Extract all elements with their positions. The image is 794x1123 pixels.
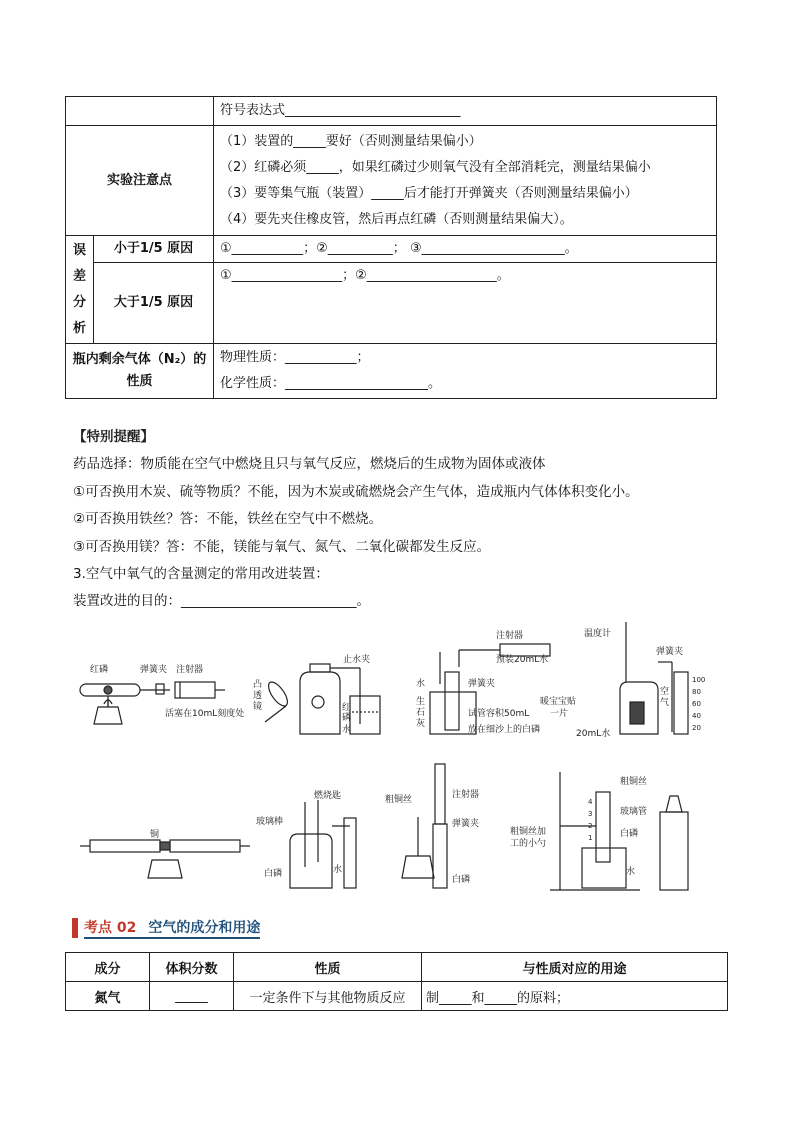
diagram-copper-syringes xyxy=(80,828,250,878)
tip-line-4: ③可否换用镁？答：不能，镁能与氧气、氮气、二氧化碳都发生反应。 xyxy=(73,539,491,555)
notes-label: 实验注意点 xyxy=(66,126,214,236)
svg-text:水: 水 xyxy=(342,725,352,735)
svg-text:80: 80 xyxy=(692,688,701,696)
svg-text:水: 水 xyxy=(416,679,426,689)
svg-text:红: 红 xyxy=(342,703,352,713)
table-row xyxy=(66,982,728,1011)
d1-syringe: 注射器 xyxy=(176,665,204,675)
svg-text:粗铜丝: 粗铜丝 xyxy=(620,777,648,787)
diagram-convex-lens xyxy=(253,653,380,735)
svg-text:注射器: 注射器 xyxy=(496,631,524,641)
notes-cell xyxy=(214,126,717,236)
svg-text:水: 水 xyxy=(626,867,636,877)
note-1: （1）装置的_____要好（否则测量结果偏小） xyxy=(220,133,482,149)
cell-use: 制_____和_____的原料； xyxy=(422,982,728,1011)
svg-text:弹簧夹: 弹簧夹 xyxy=(452,819,480,829)
svg-text:暖宝宝贴: 暖宝宝贴 xyxy=(540,697,577,707)
svg-text:白磷: 白磷 xyxy=(264,869,283,879)
formula-label-cell xyxy=(66,97,214,126)
d1-red-phosphorus: 红磷 xyxy=(90,665,109,675)
svg-text:粗铜丝: 粗铜丝 xyxy=(385,795,413,805)
cell-component: 氮气 xyxy=(66,982,150,1011)
remaining-gas-label: 瓶内剩余气体（N₂）的 性质 xyxy=(66,344,214,399)
svg-text:磷: 磷 xyxy=(342,713,352,723)
svg-text:生: 生 xyxy=(416,697,426,707)
svg-text:透: 透 xyxy=(253,691,263,701)
diagram-thick-copper-wire xyxy=(385,764,479,888)
section-heading xyxy=(72,917,260,939)
improved-apparatus-diagrams xyxy=(60,612,740,902)
tip-line-3: ②可否换用铁丝？答：不能，铁丝在空气中不燃烧。 xyxy=(73,511,383,527)
tip-line-2: ①可否换用木炭、硫等物质？不能，因为木炭或硫燃烧会产生气体，造成瓶内气体体积变化小。 xyxy=(73,484,639,500)
cell-volume: _____ xyxy=(150,982,234,1011)
svg-text:一片: 一片 xyxy=(550,709,569,719)
svg-text:2: 2 xyxy=(588,822,593,830)
d1-clamp: 弹簧夹 xyxy=(140,665,168,675)
svg-text:燃烧匙: 燃烧匙 xyxy=(314,791,342,801)
svg-text:灰: 灰 xyxy=(416,719,426,729)
diagram-glass-tube-stand xyxy=(510,772,688,890)
svg-text:100: 100 xyxy=(692,676,706,684)
svg-text:气: 气 xyxy=(660,698,670,708)
svg-text:注射器: 注射器 xyxy=(452,790,480,800)
svg-text:空: 空 xyxy=(660,687,670,697)
less-than-label: 小于1/5 原因 xyxy=(94,236,214,263)
svg-text:20: 20 xyxy=(692,724,701,732)
less-than-value: ①___________；②__________； ③______________________。 xyxy=(214,236,717,263)
svg-text:铜: 铜 xyxy=(150,830,160,840)
svg-text:水: 水 xyxy=(333,865,343,875)
col-header-property: 性质 xyxy=(234,953,422,982)
improved-devices-title: 3.空气中氧气的含量测定的常用改进装置： xyxy=(73,566,329,582)
svg-text:白磷: 白磷 xyxy=(452,875,471,885)
col-header-use: 与性质对应的用途 xyxy=(422,953,728,982)
svg-text:石: 石 xyxy=(416,708,426,718)
svg-text:1: 1 xyxy=(588,834,593,842)
diagram-hand-warmer xyxy=(540,622,705,739)
note-2: （2）红磷必须_____，如果红磷过少则氧气没有全部消耗完，测量结果偏小 xyxy=(220,159,651,175)
svg-text:工的小勺: 工的小勺 xyxy=(510,839,547,849)
col-header-component: 成分 xyxy=(66,953,150,982)
more-than-label: 大于1/5 原因 xyxy=(94,263,214,344)
svg-text:4: 4 xyxy=(588,798,593,806)
svg-text:白磷: 白磷 xyxy=(620,829,639,839)
improvement-purpose: 装置改进的目的：__________________________。 xyxy=(73,593,370,609)
note-4: （4）要先夹住橡皮管，然后再点红磷（否则测量结果偏大）。 xyxy=(220,211,573,227)
svg-text:弹簧夹: 弹簧夹 xyxy=(468,679,496,689)
d1-piston: 活塞在10mL刻度处 xyxy=(165,709,245,719)
svg-text:放在细沙上的白磷: 放在细沙上的白磷 xyxy=(468,725,541,735)
chemical-property: 化学性质：______________________。 xyxy=(220,376,442,391)
formula-cell: 符号表达式___________________________ xyxy=(214,97,717,126)
air-components-table xyxy=(65,952,728,1011)
svg-text:温度计: 温度计 xyxy=(584,629,612,639)
section-title: 考点 02 空气的成分和用途 xyxy=(84,917,260,939)
svg-text:玻璃棒: 玻璃棒 xyxy=(256,817,284,827)
svg-text:止水夹: 止水夹 xyxy=(343,655,371,665)
svg-text:弹簧夹: 弹簧夹 xyxy=(656,647,684,657)
svg-text:20mL水: 20mL水 xyxy=(576,729,611,739)
error-analysis-label: 误 差 分 析 xyxy=(66,236,94,344)
svg-text:试管容积50mL: 试管容积50mL xyxy=(468,709,530,719)
svg-text:凸: 凸 xyxy=(253,680,263,690)
svg-text:60: 60 xyxy=(692,700,701,708)
svg-text:镜: 镜 xyxy=(253,702,263,712)
diagram-test-tube-syringe xyxy=(416,629,550,735)
tips-title: 【特别提醒】 xyxy=(73,429,154,445)
diagram-red-phosphorus-syringe xyxy=(80,663,244,724)
diagram-glass-rod xyxy=(256,789,356,888)
tip-line-1: 药品选择：物质能在空气中燃烧且只与氧气反应，燃烧后的生成物为固体或液体 xyxy=(73,456,546,472)
svg-text:粗铜丝加: 粗铜丝加 xyxy=(510,827,547,837)
svg-text:玻璃管: 玻璃管 xyxy=(620,807,648,817)
remaining-gas-props xyxy=(214,344,717,399)
heading-marker xyxy=(72,918,78,938)
svg-text:预装20mL水: 预装20mL水 xyxy=(496,655,549,665)
svg-text:3: 3 xyxy=(588,810,593,818)
experiment-table xyxy=(65,96,717,399)
more-than-value: ①_________________；②____________________。 xyxy=(214,263,717,344)
physical-property: 物理性质：___________； xyxy=(220,350,370,365)
svg-text:40: 40 xyxy=(692,712,701,720)
note-3: （3）要等集气瓶（装置）_____后才能打开弹簧夹（否则测量结果偏小） xyxy=(220,185,638,201)
cell-property: 一定条件下与其他物质反应 xyxy=(234,982,422,1011)
col-header-volume: 体积分数 xyxy=(150,953,234,982)
